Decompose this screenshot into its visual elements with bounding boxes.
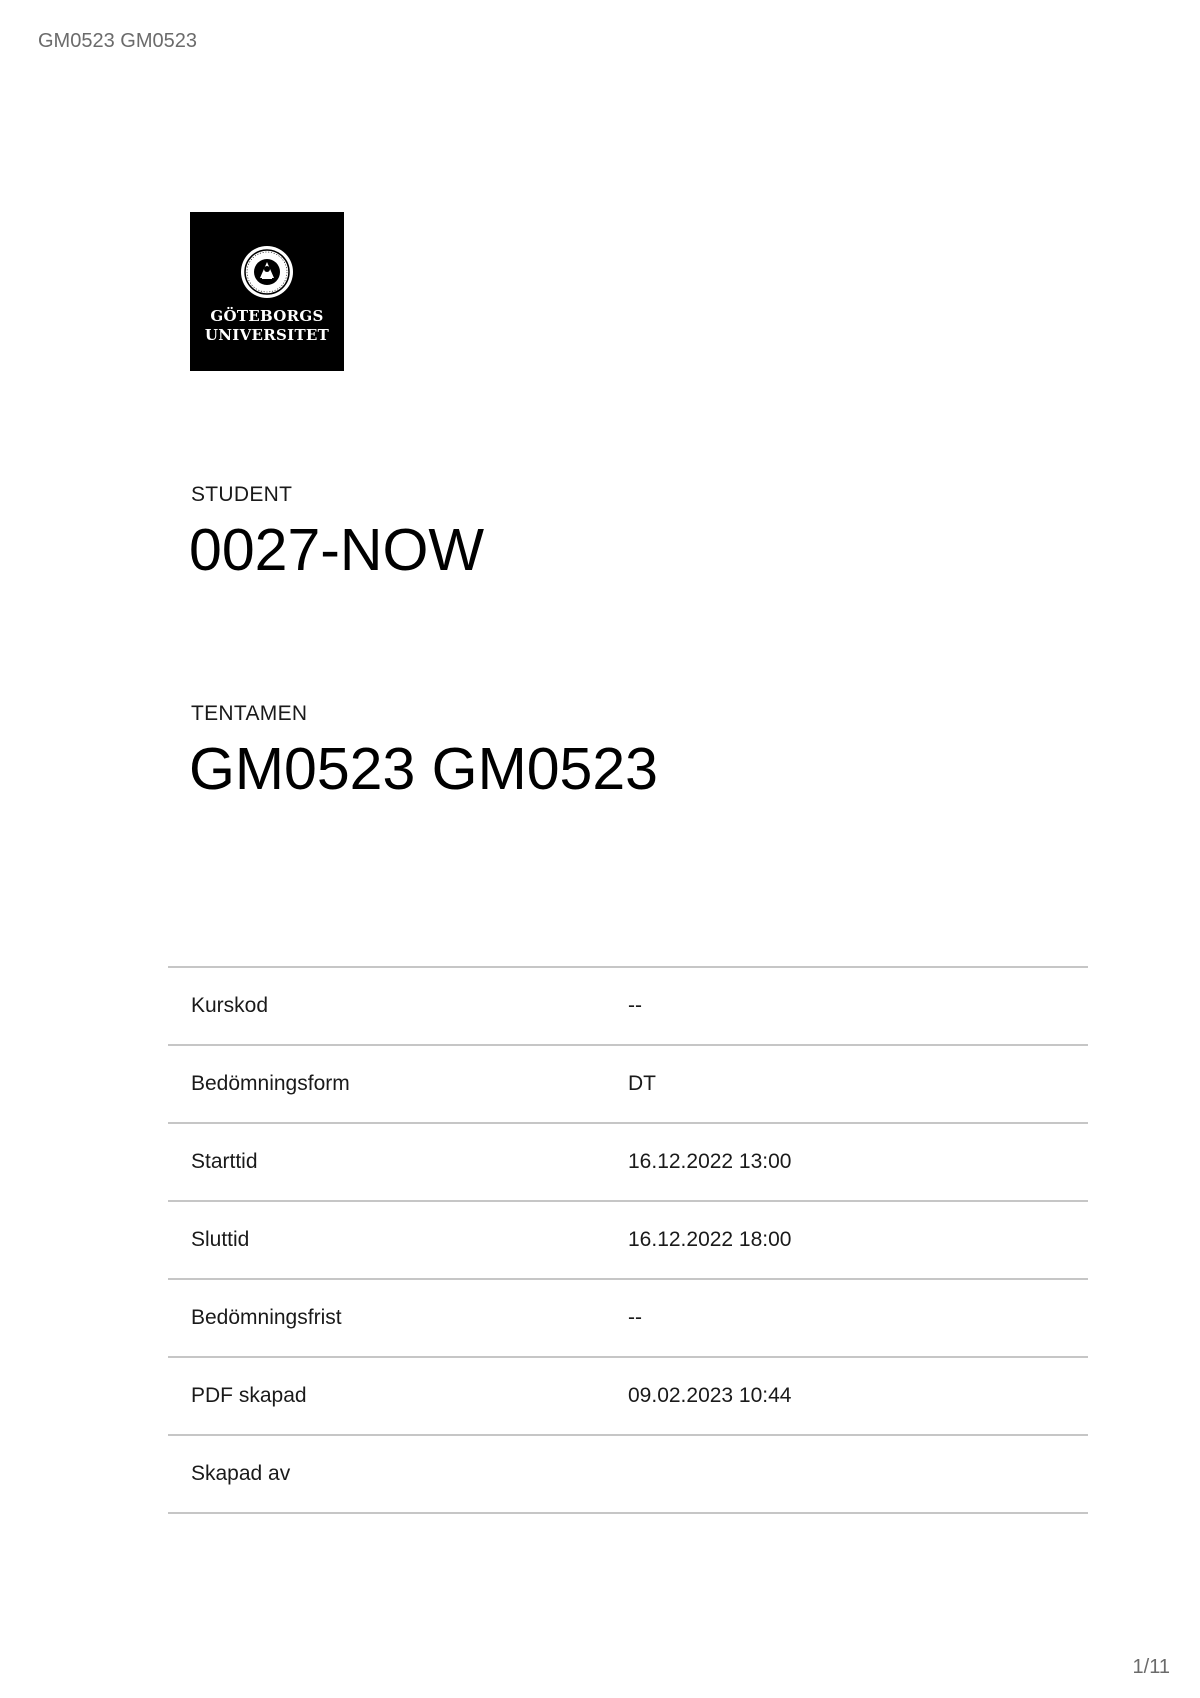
exam-label: TENTAMEN [191,702,308,725]
university-seal-icon [190,212,344,371]
info-row-sluttid [168,1202,1088,1280]
info-row-skapad-av [168,1436,1088,1514]
university-logo [190,212,344,371]
student-label: STUDENT [191,483,293,506]
info-row-pdf-skapad [168,1358,1088,1436]
exam-title: GM0523 GM0523 [189,736,658,802]
info-row-bedomningsfrist [168,1280,1088,1358]
info-key: PDF skapad [191,1384,307,1407]
page-number: 1/11 [1132,1656,1170,1678]
info-value: 16.12.2022 18:00 [628,1228,792,1251]
exam-info-table [168,966,1088,1514]
info-value: 09.02.2023 10:44 [628,1384,792,1407]
info-key: Sluttid [191,1228,250,1251]
logo-text-line2: UNIVERSITET [204,326,330,344]
info-row-starttid [168,1124,1088,1202]
info-key: Bedömningsform [191,1072,350,1095]
info-key: Skapad av [191,1462,291,1485]
info-row-kurskod [168,968,1088,1046]
running-header: GM0523 GM0523 [38,30,197,52]
logo-text-line1: GÖTEBORGS [210,307,324,325]
student-id: 0027-NOW [189,517,485,583]
info-value: -- [628,1306,642,1329]
info-value: -- [628,994,642,1017]
info-value: 16.12.2022 13:00 [628,1150,792,1173]
info-key: Bedömningsfrist [191,1306,342,1329]
info-value: DT [628,1072,656,1095]
info-key: Starttid [191,1150,258,1173]
info-row-bedomningsform [168,1046,1088,1124]
info-key: Kurskod [191,994,269,1017]
